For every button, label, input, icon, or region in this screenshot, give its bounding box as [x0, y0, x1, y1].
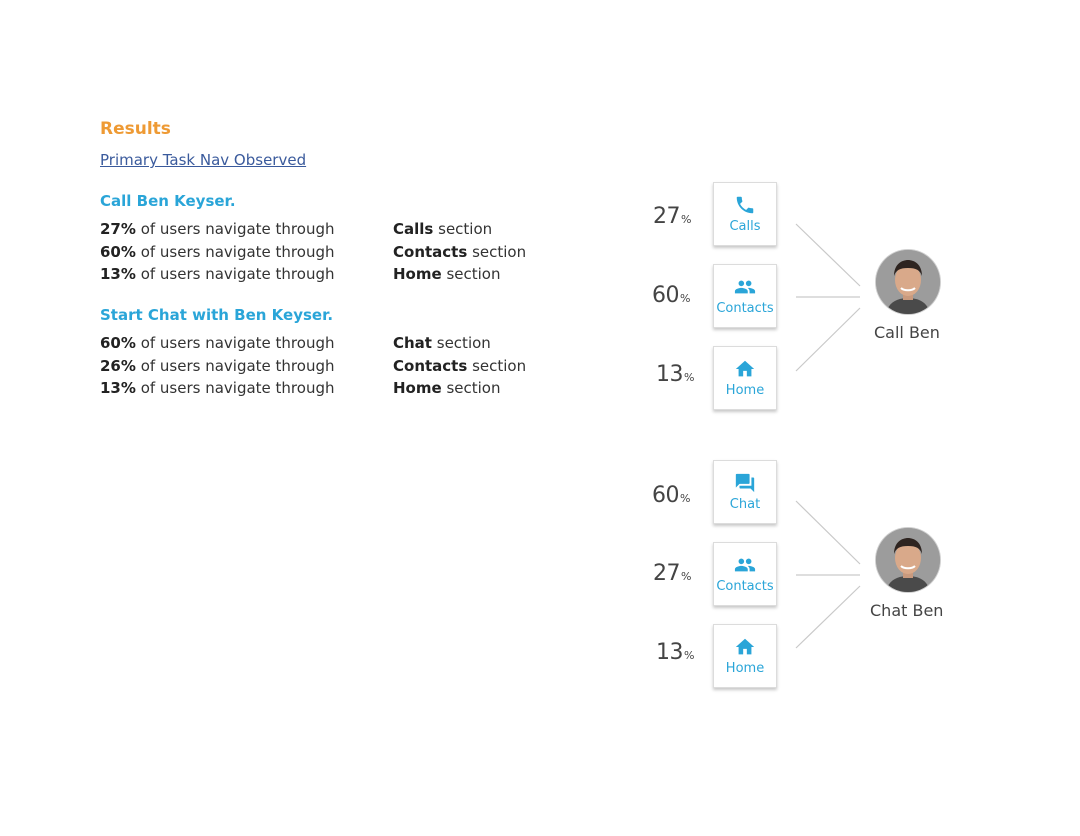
- people-icon: [734, 554, 756, 576]
- nav-button-label: Contacts: [716, 579, 774, 594]
- section-suffix: section: [438, 220, 493, 238]
- people-icon: [734, 276, 756, 298]
- nav-button-label: Calls: [729, 219, 761, 234]
- percent-label: [652, 283, 690, 308]
- percent-unit: %: [680, 492, 690, 505]
- section-name: Calls: [393, 220, 434, 238]
- section-suffix: section: [446, 379, 501, 397]
- stat-text: of users navigate through: [140, 243, 335, 261]
- stat-text: of users navigate through: [140, 357, 335, 375]
- avatar-name: Call Ben: [874, 323, 940, 342]
- percent-label: [652, 483, 690, 508]
- percent-value: 13: [656, 640, 683, 665]
- percent-value: 60: [652, 283, 679, 308]
- percent-unit: %: [681, 213, 691, 226]
- connector-line: [796, 501, 860, 564]
- phone-icon: [734, 194, 756, 216]
- percent-label: [656, 362, 694, 387]
- section-name: Chat: [393, 334, 432, 352]
- calls-nav-button[interactable]: [713, 182, 777, 246]
- task-title-chat: Start Chat with Ben Keyser.: [100, 306, 334, 324]
- percent-unit: %: [684, 649, 694, 662]
- percent-label: [656, 640, 694, 665]
- contacts-nav-button[interactable]: [713, 264, 777, 328]
- section-name: Contacts: [393, 357, 468, 375]
- connector-line: [796, 224, 860, 286]
- nav-button-label: Chat: [729, 497, 761, 512]
- home-icon: [734, 358, 756, 380]
- percent-unit: %: [680, 292, 690, 305]
- stat-text: of users navigate through: [140, 220, 335, 238]
- nav-button-label: Contacts: [716, 301, 774, 316]
- percent-value: 60: [652, 483, 679, 508]
- percent-value: 27: [653, 204, 680, 229]
- stat-percent: 27%: [100, 220, 136, 238]
- connector-line: [796, 586, 860, 648]
- section-name: Home: [393, 379, 442, 397]
- results-heading: Results: [100, 119, 171, 139]
- avatar: [876, 250, 940, 314]
- percent-value: 13: [656, 362, 683, 387]
- nav-button-label: Home: [725, 383, 765, 398]
- stat-text: of users navigate through: [140, 379, 335, 397]
- percent-value: 27: [653, 561, 680, 586]
- home-icon: [734, 636, 756, 658]
- stat-percent: 26%: [100, 357, 136, 375]
- person-portrait-icon: [876, 528, 940, 592]
- percent-unit: %: [681, 570, 691, 583]
- stat-text: of users navigate through: [140, 265, 335, 283]
- nav-button-label: Home: [725, 661, 765, 676]
- stat-percent: 60%: [100, 334, 136, 352]
- stat-text: of users navigate through: [140, 334, 335, 352]
- percent-unit: %: [684, 371, 694, 384]
- person-portrait-icon: [876, 250, 940, 314]
- section-name: Contacts: [393, 243, 468, 261]
- connector-line: [796, 308, 860, 371]
- stat-percent: 13%: [100, 265, 136, 283]
- primary-task-nav-link[interactable]: Primary Task Nav Observed: [100, 151, 307, 169]
- task-title-call: Call Ben Keyser.: [100, 192, 236, 210]
- percent-label: [653, 204, 691, 229]
- section-suffix: section: [472, 357, 527, 375]
- home-nav-button[interactable]: [713, 346, 777, 410]
- section-suffix: section: [446, 265, 501, 283]
- chat-nav-button[interactable]: [713, 460, 777, 524]
- percent-label: [653, 561, 691, 586]
- section-suffix: section: [436, 334, 491, 352]
- section-suffix: section: [472, 243, 527, 261]
- avatar: [876, 528, 940, 592]
- stat-percent: 13%: [100, 379, 136, 397]
- home-nav-button[interactable]: [713, 624, 777, 688]
- contacts-nav-button[interactable]: [713, 542, 777, 606]
- chat-icon: [734, 472, 756, 494]
- section-name: Home: [393, 265, 442, 283]
- stat-percent: 60%: [100, 243, 136, 261]
- avatar-name: Chat Ben: [870, 601, 944, 620]
